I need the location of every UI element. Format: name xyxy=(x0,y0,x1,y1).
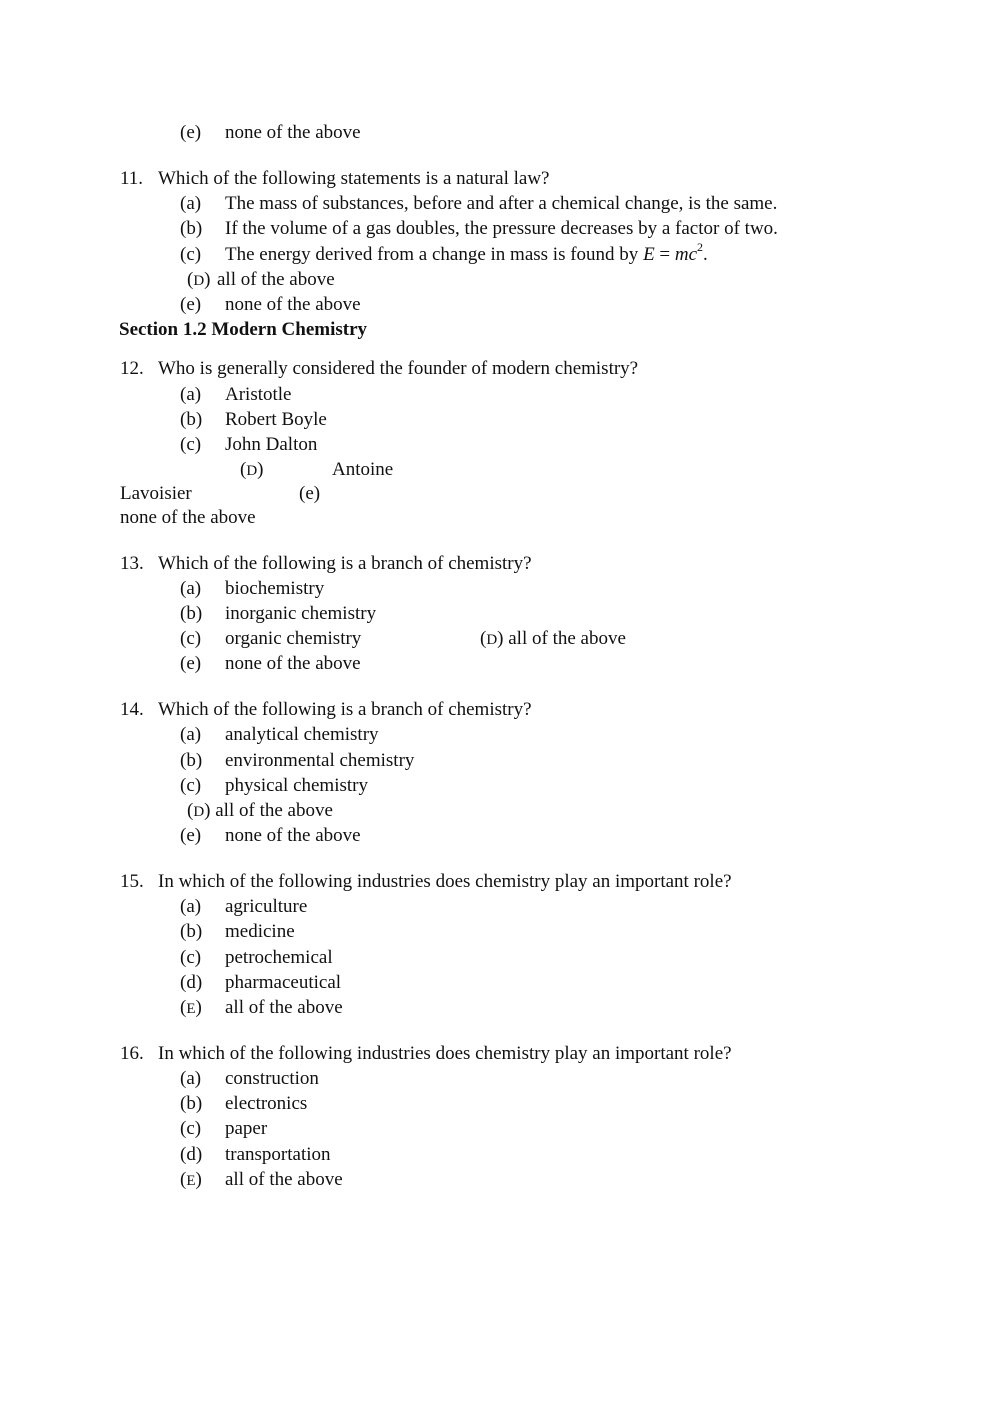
option-label-smallcaps: (E) xyxy=(180,997,202,1018)
option-label: (a) xyxy=(180,384,202,405)
option-text: petrochemical xyxy=(225,947,333,968)
option-text-continued: Lavoisier xyxy=(120,483,192,504)
option-label: (b) xyxy=(180,409,203,430)
question-number: 13. xyxy=(120,553,144,574)
option-label: (a) xyxy=(180,193,202,214)
option-text: all of the above xyxy=(217,269,335,290)
option-label: (c) xyxy=(180,244,202,265)
option-label: (e) xyxy=(180,653,202,674)
option-label: (d) xyxy=(180,972,203,993)
option-label: (c) xyxy=(180,1118,202,1139)
option-label: (c) xyxy=(180,775,202,796)
question-text: Which of the following statements is a natural law? xyxy=(158,168,550,189)
section-heading: Section 1.2 Modern Chemistry xyxy=(119,319,368,340)
question-text: Which of the following is a branch of chemistry? xyxy=(158,699,532,720)
option-label: (b) xyxy=(180,218,203,239)
option-text: none of the above xyxy=(225,122,361,143)
option-text: none of the above xyxy=(225,825,361,846)
option-label: (b) xyxy=(180,750,203,771)
option-text: electronics xyxy=(225,1093,308,1114)
question-number: 15. xyxy=(120,871,144,892)
option-label-smallcaps: (D) all of the above xyxy=(480,628,626,649)
option-text: If the volume of a gas doubles, the pressure decreases by a factor of two. xyxy=(225,218,778,239)
option-text: Robert Boyle xyxy=(225,409,327,430)
option-text: all of the above xyxy=(225,1169,343,1190)
question-text: In which of the following industries does chemistry play an important role? xyxy=(158,1043,732,1064)
option-label: (e) xyxy=(180,122,202,143)
option-text: pharmaceutical xyxy=(225,972,342,993)
option-text: Aristotle xyxy=(225,384,292,405)
option-label: (a) xyxy=(180,578,202,599)
option-text: none of the above xyxy=(225,294,361,315)
option-text: all of the above xyxy=(503,628,626,649)
option-text: none of the above xyxy=(225,653,361,674)
option-text: none of the above xyxy=(120,507,256,528)
option-label-smallcaps: (D) all of the above xyxy=(187,800,333,821)
option-label: (c) xyxy=(180,628,202,649)
option-text: all of the above xyxy=(210,800,333,821)
option-label-smallcaps: (D) xyxy=(187,269,211,290)
option-text-part: The energy derived from a change in mass is found by xyxy=(225,244,644,265)
option-label: (e) xyxy=(180,825,202,846)
option-label: (a) xyxy=(180,1068,202,1089)
option-text-equation xyxy=(225,239,708,265)
option-label: (d) xyxy=(180,1144,203,1165)
question-number: 16. xyxy=(120,1043,144,1064)
option-text: physical chemistry xyxy=(225,775,368,796)
option-label: (a) xyxy=(180,724,202,745)
option-text: The mass of substances, before and after a chemical change, is the same. xyxy=(225,193,778,214)
option-label: (a) xyxy=(180,896,202,917)
option-text: organic chemistry xyxy=(225,628,362,649)
option-text: agriculture xyxy=(225,896,308,917)
question-number: 11. xyxy=(120,168,144,189)
option-label: (b) xyxy=(180,1093,203,1114)
option-text: inorganic chemistry xyxy=(225,603,377,624)
option-label-smallcaps: (D) xyxy=(240,459,264,480)
option-label: (c) xyxy=(180,947,202,968)
option-text: biochemistry xyxy=(225,578,325,599)
question-number: 12. xyxy=(120,358,144,379)
option-text: transportation xyxy=(225,1144,331,1165)
question-text: Which of the following is a branch of chemistry? xyxy=(158,553,532,574)
option-label-smallcaps: (E) xyxy=(180,1169,202,1190)
option-text: analytical chemistry xyxy=(225,724,379,745)
option-label: (b) xyxy=(180,921,203,942)
question-text: In which of the following industries does chemistry play an important role? xyxy=(158,871,732,892)
question-number: 14. xyxy=(120,699,144,720)
question-text: Who is generally considered the founder of modern chemistry? xyxy=(158,358,639,379)
option-text: Antoine xyxy=(332,459,394,480)
option-text: medicine xyxy=(225,921,295,942)
option-label: (c) xyxy=(180,434,202,455)
option-text: construction xyxy=(225,1068,319,1089)
option-text: all of the above xyxy=(225,997,343,1018)
option-label: (e) xyxy=(180,294,202,315)
option-text: environmental chemistry xyxy=(225,750,415,771)
equation-exponent: 2 xyxy=(697,239,704,254)
option-label: (b) xyxy=(180,603,203,624)
option-text-end: . xyxy=(703,244,708,265)
equation-variable-e: E xyxy=(643,244,655,265)
option-text: John Dalton xyxy=(225,434,318,455)
equation-equals: = xyxy=(654,244,675,265)
equation-variable-mc: mc xyxy=(674,244,698,265)
option-label: (e) xyxy=(299,483,321,504)
option-text: paper xyxy=(225,1118,268,1139)
